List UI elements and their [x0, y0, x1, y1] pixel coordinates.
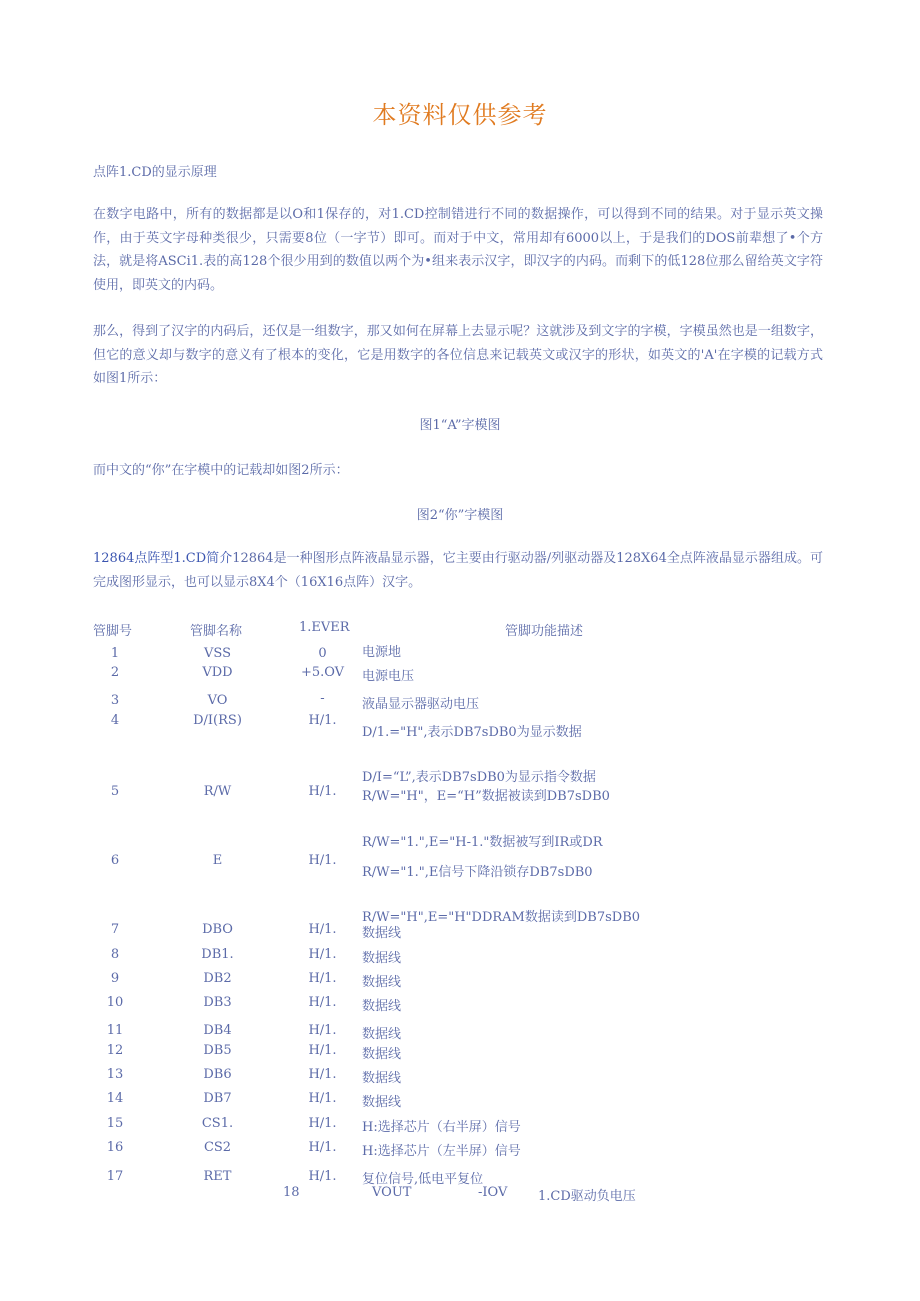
pin-name: VO — [207, 693, 228, 708]
page-title: 本资料仅供参考 — [372, 101, 548, 129]
paragraph-digital-encoding: 在数字电路中，所有的数据都是以O和1保存的，对1.CD控制错进行不同的数据操作，可以得到不同的结果。对于显示英文操作，由于英文字母种类很少，只需要8位（一字节）即可。而对于中文，常用却有6000以上，于是我们的DOS前辈想了•个方法，就是将ASCi1.表的高128个很少用到的数值以两个为•组来表示汉字，即汉字的内码。而剩下的低128位那么留给英文字符使用，即英文的内码。 — [93, 207, 823, 293]
pin-number: 1 — [110, 646, 120, 661]
pin-number: 15 — [106, 1116, 124, 1131]
pin-level: H/1. — [308, 1043, 337, 1058]
pin-name: VSS — [204, 646, 231, 661]
pin-description: 数据线 — [362, 1095, 402, 1110]
section-heading: 点阵1.CD的显示原理 — [93, 165, 217, 180]
paragraph-chinese-matrix: 而中文的“你”在字模中的记载却如图2所示： — [93, 463, 349, 478]
header-pin-name: 管脚名称 — [190, 624, 243, 639]
pin-number: 6 — [110, 853, 120, 868]
pin-level: H/1. — [308, 995, 337, 1010]
pin-name: DBO — [202, 922, 233, 937]
pin-number: 5 — [110, 784, 120, 799]
pin-name: VOUT — [372, 1185, 412, 1200]
pin-number: 16 — [106, 1140, 124, 1155]
pin-level: H/1. — [308, 1169, 337, 1184]
pin-description: 数据线 — [362, 999, 402, 1014]
pin-description: 数据线 — [362, 1071, 402, 1086]
pin-name: DB4 — [203, 1023, 232, 1038]
pin-name: DB7 — [203, 1091, 232, 1106]
header-level: 1.EVER — [299, 620, 350, 635]
pin-level: +5.OV — [300, 665, 345, 680]
pin-level: H/1. — [308, 713, 337, 728]
paragraph-12864-intro — [93, 547, 823, 594]
figure-caption-1: 图1“A”字模图 — [419, 418, 501, 433]
pin-description: 数据线 — [362, 1027, 402, 1042]
pin-description: 电源地 — [362, 645, 402, 660]
pin-number: 4 — [110, 713, 120, 728]
pin-name: VDD — [202, 665, 233, 680]
intro-rest: 12864是一种图形点阵液晶显示器，它主要由行驱动器/列驱动器及128X64全点阵液晶显示器组成。可完成图形显示，也可以显示8X4个（16X16点阵）汉字。 — [93, 551, 823, 590]
pin-description: 1.CD驱动负电压 — [538, 1189, 636, 1204]
pin-level: - — [320, 691, 325, 706]
pin-number: 11 — [106, 1023, 124, 1038]
pin-name: CS2 — [203, 1140, 232, 1155]
pin-level: H/1. — [308, 947, 337, 962]
pin-description: R/W="1.",E="H-1."数据被写到IR或DR — [362, 835, 603, 850]
pin-description: 数据线 — [362, 1047, 402, 1062]
pin-name: DB6 — [203, 1067, 232, 1082]
pin-level: H/1. — [308, 784, 337, 799]
pin-number: 13 — [106, 1067, 124, 1082]
pin-level: -IOV — [478, 1185, 508, 1200]
pin-description: H:选择芯片（右半屏）信号 — [362, 1120, 521, 1135]
pin-name: RET — [203, 1169, 232, 1184]
pin-description: R/W="H"，E=“H”数据被读到DB7sDB0 — [362, 789, 610, 804]
pin-description: 液晶显示器驱动电压 — [362, 697, 480, 712]
pin-description: 数据线 — [362, 975, 402, 990]
pin-level: H/1. — [308, 853, 337, 868]
pin-level: H/1. — [308, 922, 337, 937]
intro-lead: 12864点阵型1.CD简介 — [93, 551, 233, 566]
header-pin-number: 管脚号 — [93, 624, 133, 639]
pin-number: 9 — [110, 971, 120, 986]
pin-description: 数据线 — [362, 926, 402, 941]
pin-level: H/1. — [308, 1140, 337, 1155]
pin-level: H/1. — [308, 1023, 337, 1038]
figure-caption-2: 图2“你”字模图 — [416, 508, 504, 523]
pin-level: H/1. — [308, 971, 337, 986]
pin-name: R/W — [203, 784, 232, 799]
pin-description: R/W="H",E="H"DDRAM数据读到DB7sDB0 — [362, 910, 641, 925]
pin-number: 7 — [110, 922, 120, 937]
pin-number: 10 — [106, 995, 124, 1010]
pin-name: CS1. — [201, 1116, 234, 1131]
pin-name: E — [212, 853, 223, 868]
pin-description: 电源电压 — [362, 669, 415, 684]
pin-level: H/1. — [308, 1116, 337, 1131]
pin-name: DB5 — [203, 1043, 232, 1058]
pin-description: D/1.="H",表示DB7sDB0为显示数据 — [362, 725, 582, 740]
pin-name: D/I(RS) — [193, 713, 242, 728]
pin-description: R/W="1.",E信号下降沿锁存DB7sDB0 — [362, 865, 593, 880]
pin-number: 18 — [283, 1185, 300, 1200]
pin-number: 17 — [106, 1169, 124, 1184]
pin-description: 数据线 — [362, 951, 402, 966]
header-pin-description: 管脚功能描述 — [505, 624, 584, 639]
pin-description: 复位信号,低电平复位 — [362, 1172, 484, 1187]
pin-number: 8 — [110, 947, 120, 962]
pin-description: D/I=“L”,表示DB7sDB0为显示指令数据 — [362, 770, 596, 785]
pin-number: 14 — [106, 1091, 124, 1106]
pin-name: DB3 — [203, 995, 232, 1010]
pin-name: DB2 — [203, 971, 232, 986]
pin-level: H/1. — [308, 1091, 337, 1106]
pin-name: DB1. — [201, 947, 234, 962]
pin-level: H/1. — [308, 1067, 337, 1082]
pin-number: 2 — [110, 665, 120, 680]
paragraph-font-matrix: 那么，得到了汉字的内码后，还仅是一组数字，那又如何在屏幕上去显示呢？这就涉及到文字的字模，字模虽然也是一组数字，但它的意义却与数字的意义有了根本的变化，它是用数字的各位信息来记载英文或汉字的形状，如英文的'A'在字模的记载方式如图1所示： — [93, 324, 823, 386]
pin-number: 3 — [110, 693, 120, 708]
pin-description: H:选择芯片（左半屏）信号 — [362, 1144, 521, 1159]
pin-level: 0 — [318, 646, 327, 661]
pin-number: 12 — [106, 1043, 124, 1058]
